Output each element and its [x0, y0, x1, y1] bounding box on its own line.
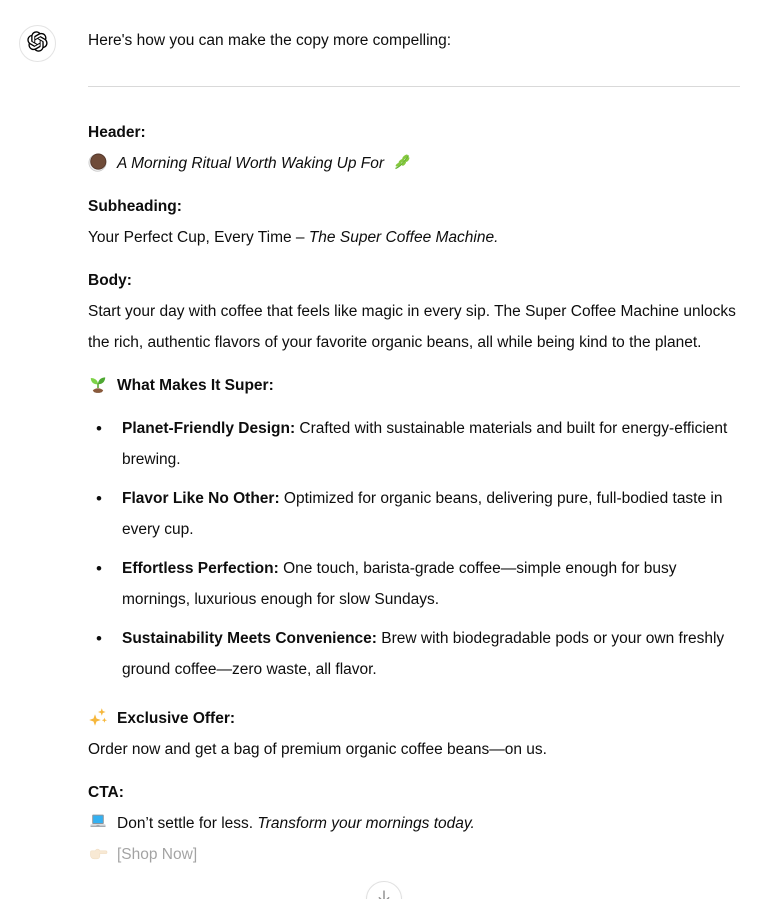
- header-line: [88, 148, 740, 179]
- seedling-icon: [88, 374, 108, 394]
- subheading-line: [88, 222, 740, 253]
- offer-section: [88, 703, 740, 765]
- subheading-text: Your Perfect Cup, Every Time –: [88, 229, 309, 246]
- list-item: [88, 413, 740, 475]
- cta-text: Don’t settle for less.: [117, 815, 258, 832]
- features-heading: [88, 370, 740, 401]
- cta-section: [88, 777, 740, 870]
- shop-now-line: [88, 839, 740, 870]
- offer-text: Order now and get a bag of premium organic coffee beans—on us.: [88, 741, 547, 758]
- subheading-text-italic: The Super Coffee Machine.: [308, 229, 499, 246]
- list-item: [88, 483, 740, 545]
- bullet-lead: Flavor Like No Other:: [122, 490, 280, 507]
- assistant-avatar: [19, 25, 56, 62]
- subheading-section: [88, 191, 740, 253]
- scroll-to-bottom-button[interactable]: [366, 881, 402, 899]
- offer-heading-text: Exclusive Offer:: [117, 710, 236, 727]
- header-text: A Morning Ritual Worth Waking Up For: [117, 155, 385, 172]
- cta-line: [88, 808, 740, 839]
- header-section: [88, 117, 740, 179]
- header-label: Header:: [88, 124, 146, 141]
- body-section: [88, 265, 740, 358]
- sparkles-icon: [88, 707, 108, 727]
- body-label: Body:: [88, 272, 132, 289]
- divider: [88, 86, 740, 87]
- herb-icon: [392, 152, 412, 172]
- bullet-lead: Effortless Perfection:: [122, 560, 279, 577]
- chevron-down-icon: [375, 888, 393, 899]
- subheading-label: Subheading:: [88, 198, 182, 215]
- offer-heading: [88, 703, 740, 734]
- features-heading-text: What Makes It Super:: [117, 377, 274, 394]
- shop-now-text: [Shop Now]: [117, 846, 198, 863]
- cta-label: CTA:: [88, 784, 124, 801]
- openai-logo-icon: [27, 31, 48, 57]
- pointing-right-icon: [88, 843, 108, 863]
- bullet-lead: Sustainability Meets Convenience:: [122, 630, 377, 647]
- intro-text: Here's how you can make the copy more compelling:: [88, 32, 452, 49]
- features-list: [88, 413, 740, 685]
- list-item: [88, 623, 740, 685]
- laptop-icon: [88, 812, 108, 832]
- bullet-text: One touch, barista-grade coffee—simple enough for busy mornings, luxurious enough for slow Sundays.: [122, 560, 677, 608]
- body-text: Start your day with coffee that feels like magic in every sip. The Super Coffee Machine unlocks the rich, authentic flavors of your favorite organic beans, all while being kind to the planet.: [88, 303, 736, 351]
- cta-text-italic: Transform your mornings today.: [257, 815, 475, 832]
- coffee-icon: [88, 152, 108, 172]
- bullet-text: Optimized for organic beans, delivering pure, full-bodied taste in every cup.: [122, 490, 723, 538]
- bullet-text: Brew with biodegradable pods or your own freshly ground coffee—zero waste, all flavor.: [122, 630, 725, 678]
- bullet-text: Crafted with sustainable materials and built for energy-efficient brewing.: [122, 420, 728, 468]
- bullet-lead: Planet-Friendly Design:: [122, 420, 296, 437]
- list-item: [88, 553, 740, 615]
